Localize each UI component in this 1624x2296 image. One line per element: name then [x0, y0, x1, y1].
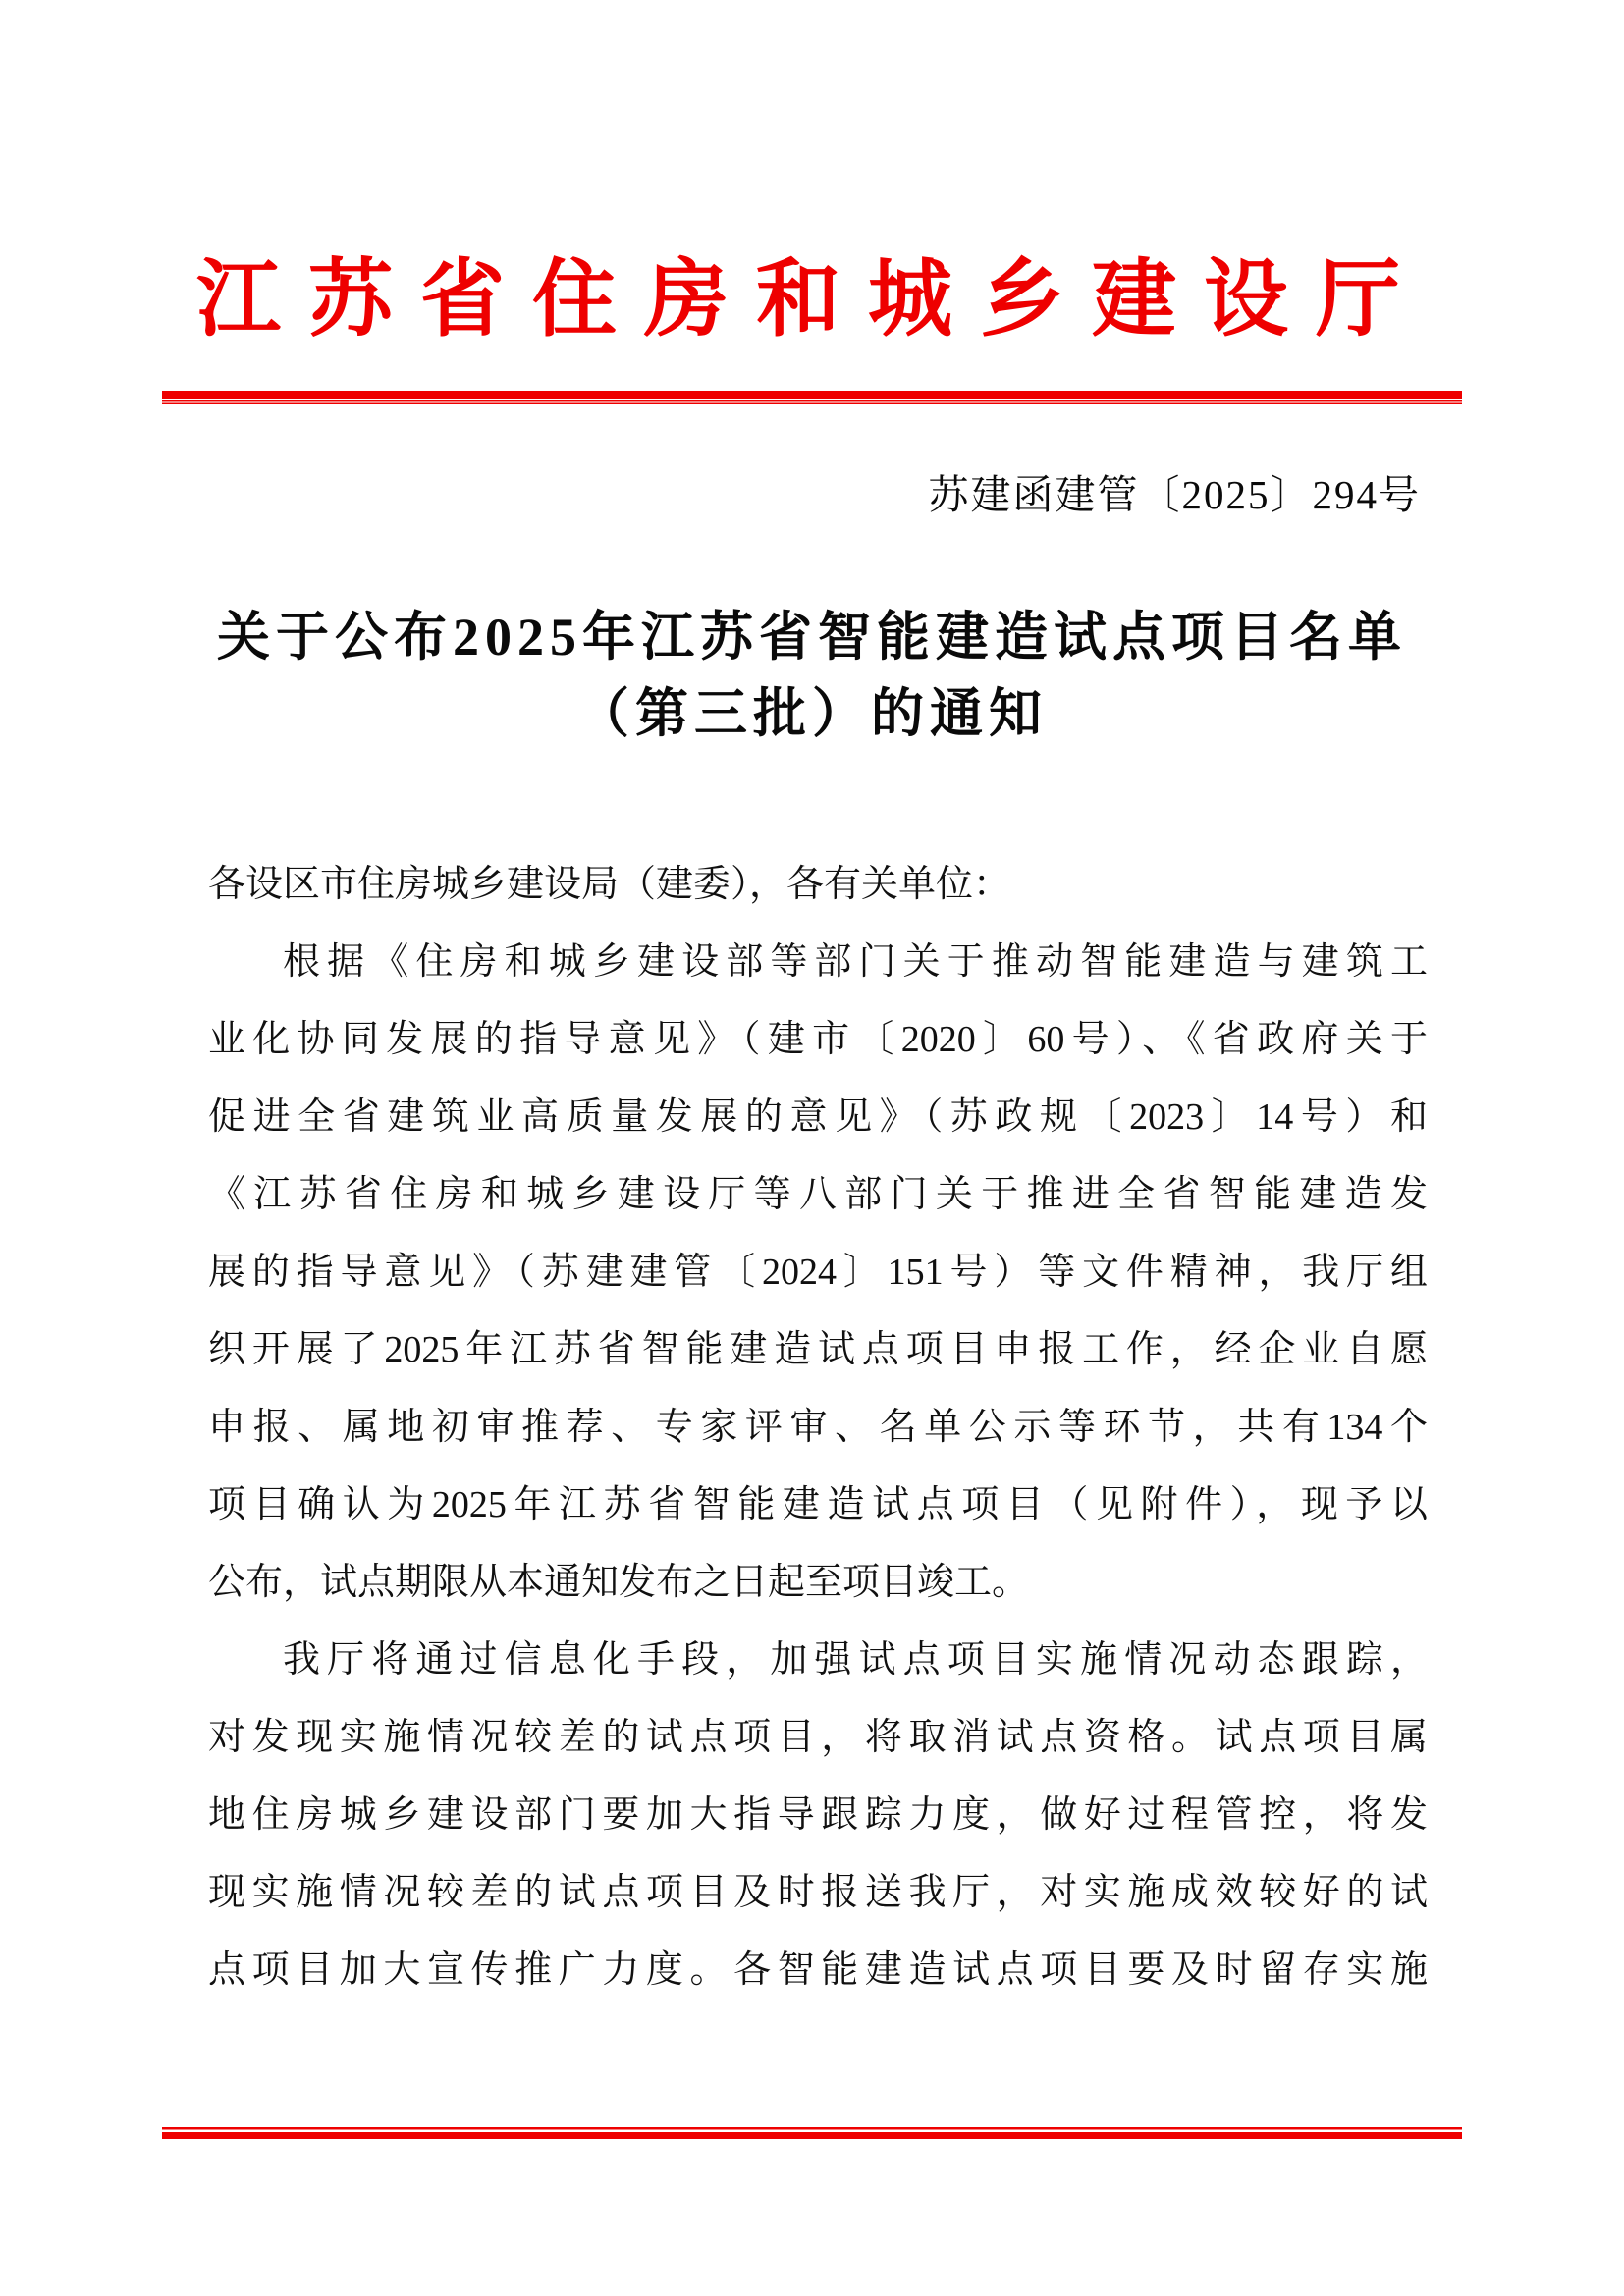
body-line: 业化协同发展的指导意见》（建市〔2020〕60号）、《省政府关于	[208, 1019, 1428, 1060]
footer-rule	[162, 2127, 1462, 2139]
body-line: 现实施情况较差的试点项目及时报送我厅，对实施成效较好的试	[208, 1872, 1428, 1913]
body-line: 地住房城乡建设部门要加大指导跟踪力度，做好过程管控，将发	[208, 1794, 1428, 1836]
body-line: 根据《住房和城乡建设部等部门关于推动智能建造与建筑工	[283, 941, 1428, 983]
notice-title-line2: （第三批）的通知	[576, 684, 1048, 743]
notice-title	[0, 599, 1624, 752]
agency-name: 江苏省住房和城乡建设厅	[196, 252, 1428, 347]
body-line: 点项目加大宣传推广力度。各智能建造试点项目要及时留存实施	[208, 1949, 1428, 1991]
notice-body	[208, 846, 1428, 2009]
body-line: 《江苏省住房和城乡建设厅等八部门关于推进全省智能建造发	[208, 1174, 1428, 1215]
salutation-line: 各设区市住房城乡建设局（建委），各有关单位：	[208, 864, 1011, 905]
body-line: 我厅将通过信息化手段，加强试点项目实施情况动态跟踪，	[283, 1639, 1428, 1681]
body-line: 对发现实施情况较差的试点项目，将取消试点资格。试点项目属	[208, 1717, 1428, 1758]
document-number: 苏建函建管〔2025〕294号	[928, 472, 1421, 517]
body-line: 申报、属地初审推荐、专家评审、名单公示等环节，共有134个	[208, 1407, 1428, 1448]
notice-title-line1: 关于公布2025年江苏省智能建造试点项目名单	[217, 608, 1407, 667]
body-line: 织开展了2025年江苏省智能建造试点项目申报工作，经企业自愿	[208, 1329, 1428, 1370]
body-line: 展的指导意见》（苏建建管〔2024〕151号）等文件精神，我厅组	[208, 1252, 1428, 1293]
body-line: 项目确认为2025年江苏省智能建造试点项目（见附件），现予以	[208, 1484, 1428, 1525]
body-line: 公布，试点期限从本通知发布之日起至项目竣工。	[208, 1562, 1030, 1603]
body-line: 促进全省建筑业高质量发展的意见》（苏政规〔2023〕14号）和	[208, 1096, 1428, 1138]
header-rule	[162, 391, 1462, 404]
